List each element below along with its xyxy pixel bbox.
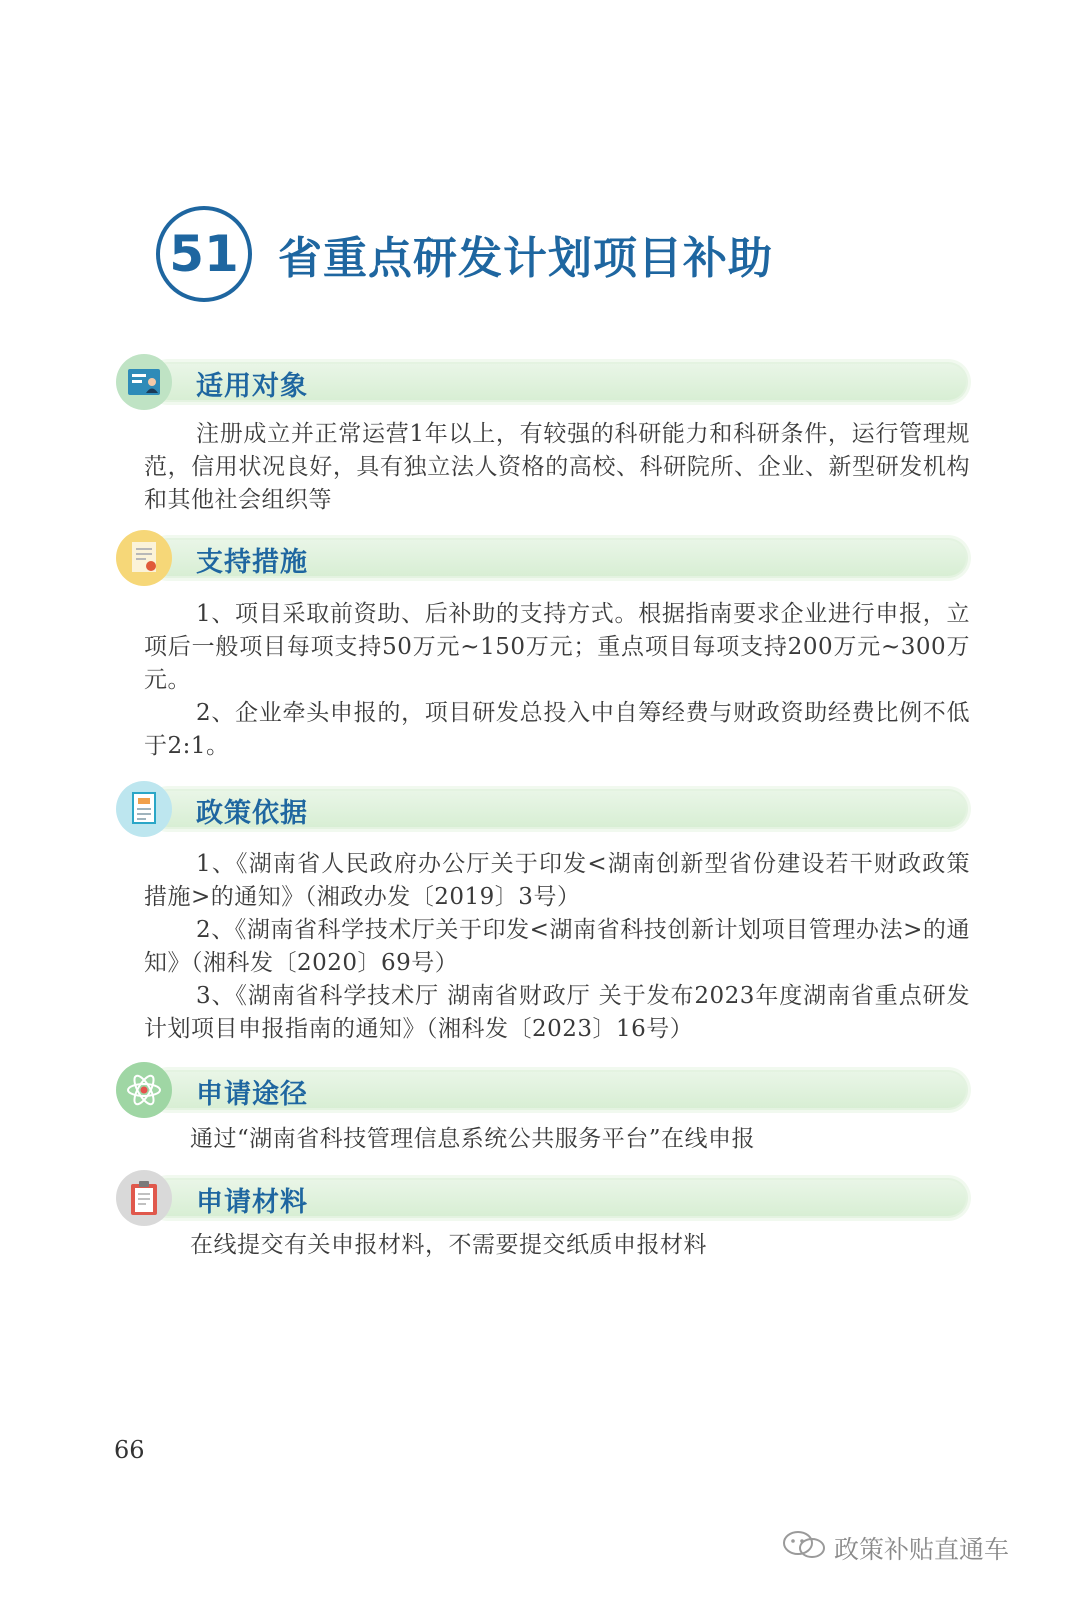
- section-title: 申请途径: [196, 1079, 308, 1110]
- atom-icon: [116, 1062, 172, 1118]
- section-basis-item-1: 1、《湖南省人民政府办公厅关于印发<湖南创新型省份建设若干财政政策措施>的通知》（湘政办发〔2019〕3号）: [144, 851, 970, 910]
- wechat-icon: [782, 1530, 826, 1566]
- watermark-text: 政策补贴直通车: [834, 1535, 1010, 1564]
- section-basis-item-2: 2、《湖南省科学技术厅关于印发<湖南省科技创新计划项目管理办法>的通知》（湘科发〔2020〕69号）: [144, 917, 970, 976]
- section-measures-item-2: 2、企业牵头申报的，项目研发总投入中自筹经费与财政资助经费比例不低于2:1。: [144, 700, 970, 759]
- section-header: [0, 1170, 1080, 1226]
- section-basis: [0, 781, 1080, 837]
- section-title: 申请材料: [196, 1187, 308, 1218]
- watermark: [782, 1530, 1009, 1566]
- section-header: [0, 530, 1080, 586]
- page-title: 省重点研发计划项目补助: [278, 233, 773, 284]
- section-channel: [0, 1062, 1080, 1118]
- section-header: [0, 354, 1080, 410]
- section-measures-item-1: 1、项目采取前资助、后补助的支持方式。根据指南要求企业进行申报，立项后一般项目每项支持50万元~150万元；重点项目每项支持200万元~300万元。: [144, 601, 970, 693]
- section-title: 适用对象: [196, 371, 308, 402]
- section-measures: [0, 530, 1080, 586]
- section-basis-item-3: 3、《湖南省科学技术厅 湖南省财政厅 关于发布2023年度湖南省重点研发计划项目申报指南的通知》（湘科发〔2023〕16号）: [144, 983, 970, 1042]
- page-number: 66: [114, 1436, 145, 1464]
- section-target: [0, 354, 1080, 410]
- chapter-number: 51: [156, 206, 252, 302]
- chapter-header: [156, 206, 773, 302]
- section-header: [0, 781, 1080, 837]
- section-title: 政策依据: [196, 798, 308, 829]
- certificate-icon: [116, 530, 172, 586]
- document-icon: [116, 781, 172, 837]
- section-header: [0, 1062, 1080, 1118]
- section-target-text: 注册成立并正常运营1年以上，有较强的科研能力和科研条件，运行管理规范，信用状况良好，具有独立法人资格的高校、科研院所、企业、新型研发机构和其他社会组织等: [144, 421, 970, 513]
- section-title: 支持措施: [196, 547, 308, 578]
- section-materials-text: 在线提交有关申报材料，不需要提交纸质申报材料: [190, 1232, 707, 1258]
- section-channel-text: 通过“湖南省科技管理信息系统公共服务平台”在线申报: [190, 1126, 756, 1152]
- id-card-icon: [116, 354, 172, 410]
- section-materials: [0, 1170, 1080, 1226]
- clipboard-icon: [116, 1170, 172, 1226]
